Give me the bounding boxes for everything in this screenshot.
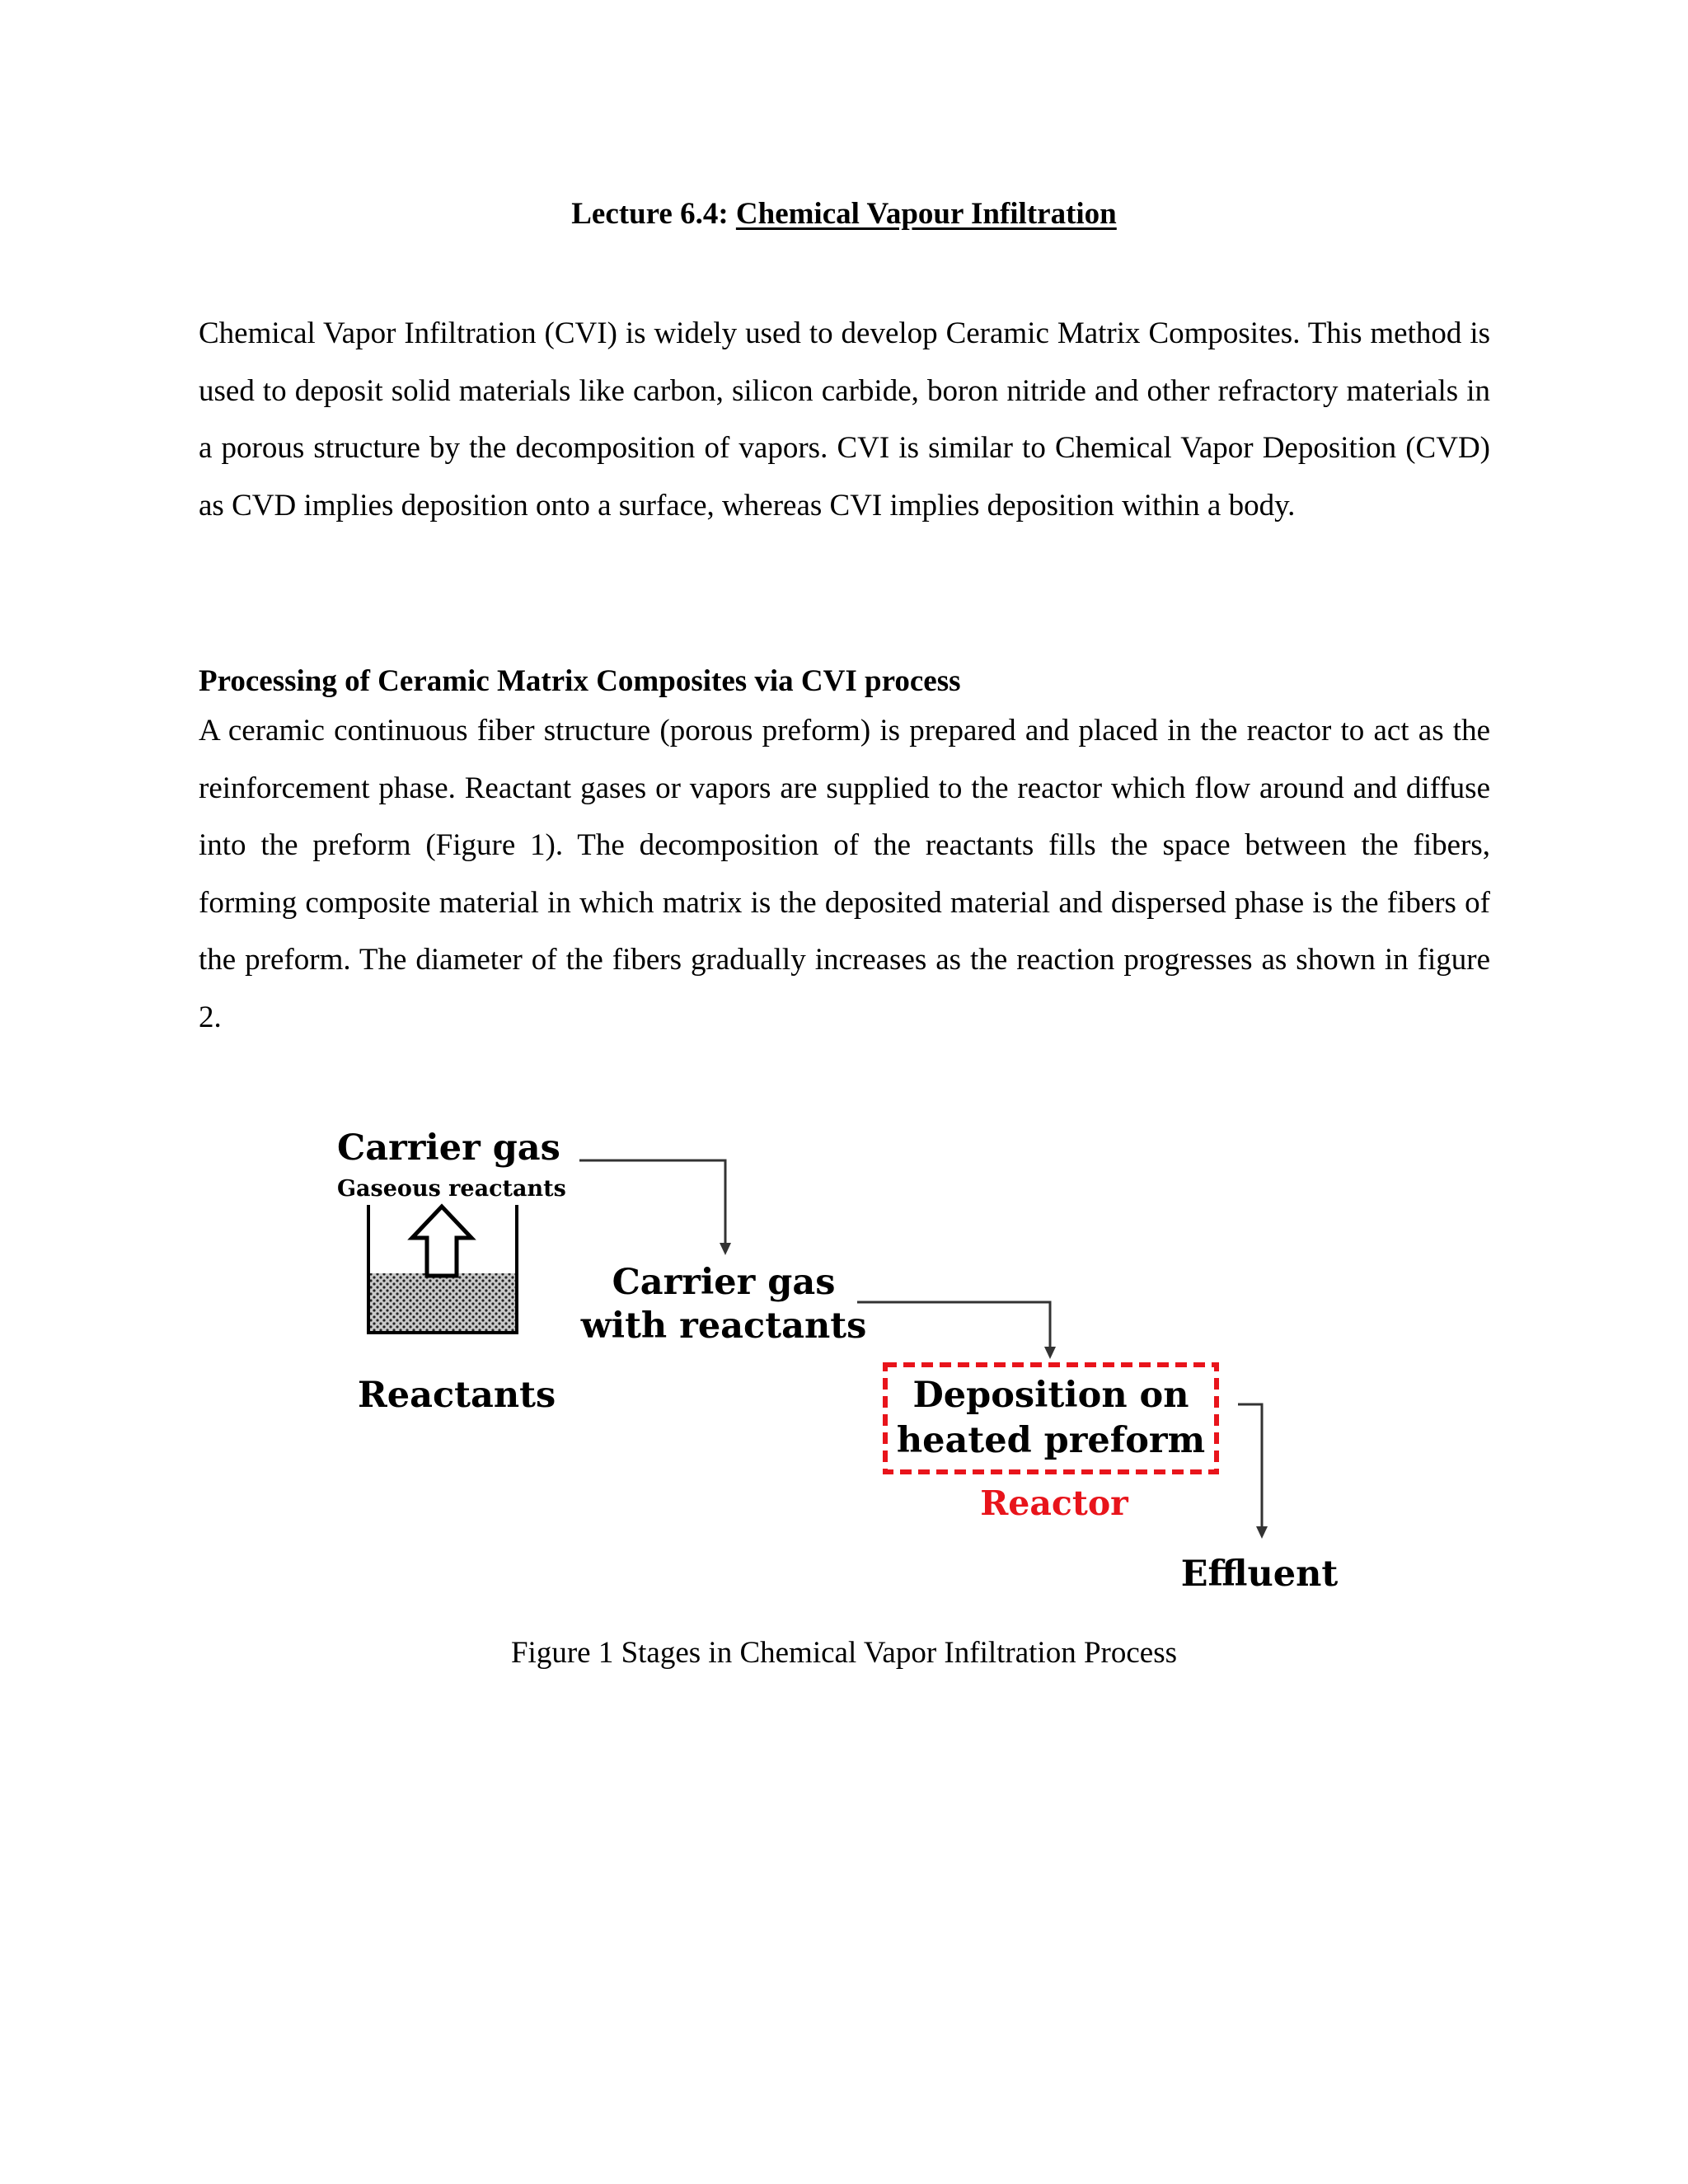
connector-line-1 [579, 1160, 725, 1244]
connector-line-3 [1238, 1404, 1262, 1529]
reactant-vessel [368, 1205, 517, 1333]
carrier-gas-label: Carrier gas [337, 1127, 560, 1169]
reactant-fill [368, 1273, 517, 1331]
reactants-label: Reactants [358, 1375, 556, 1416]
title-main: Chemical Vapour Infiltration [735, 197, 1117, 231]
upward-arrow-icon [412, 1207, 471, 1276]
page-title [0, 196, 1688, 232]
arrowhead-3-icon [1256, 1526, 1268, 1539]
arrowhead-2-icon [1044, 1347, 1056, 1359]
intro-paragraph: Chemical Vapor Infiltration (CVI) is widely used to develop Ceramic Matrix Composites. This method is used to deposit solid materials like carbon, silicon carbide, boron nitride and other refractory materials in a porous structure by the decomposition of vapors. CVI is similar to Chemical Vapor Deposition (CVD) as CVD implies deposition onto a surface, whereas CVI implies deposition within a body. [199, 316, 1490, 523]
title-prefix: Lecture 6.4: [571, 197, 736, 231]
deposition-line1: Deposition on [912, 1375, 1189, 1416]
carrier-with-reactants-line2: with reactants [580, 1305, 867, 1347]
figure-caption: Figure 1 Stages in Chemical Vapor Infiltration Process [510, 1636, 1178, 1670]
section-heading: Processing of Ceramic Matrix Composites via CVI process [199, 664, 961, 698]
gaseous-reactants-label: Gaseous reactants [337, 1176, 566, 1202]
effluent-label: Effluent [1180, 1554, 1339, 1595]
reactor-label: Reactor [980, 1483, 1128, 1523]
connector-line-2 [857, 1302, 1050, 1349]
vessel-outline [368, 1205, 517, 1333]
deposition-line2: heated preform [896, 1420, 1206, 1461]
section-paragraph: A ceramic continuous fiber structure (porous preform) is prepared and placed in the reactor to act as the reinforcement phase. Reactant gases or vapors are supplied to the reactor which flow around and diffuse into the preform (Figure 1). The decomposition of the reactants fills the space between the fibers, forming composite material in which matrix is the deposited material and dispersed phase is the fibers of the preform. The diameter of the fibers gradually increases as the reaction progresses as shown in figure 2. [199, 714, 1490, 1034]
carrier-with-reactants-line1: Carrier gas [612, 1262, 836, 1303]
arrowhead-1-icon [720, 1243, 731, 1255]
reactor-box [885, 1365, 1217, 1472]
